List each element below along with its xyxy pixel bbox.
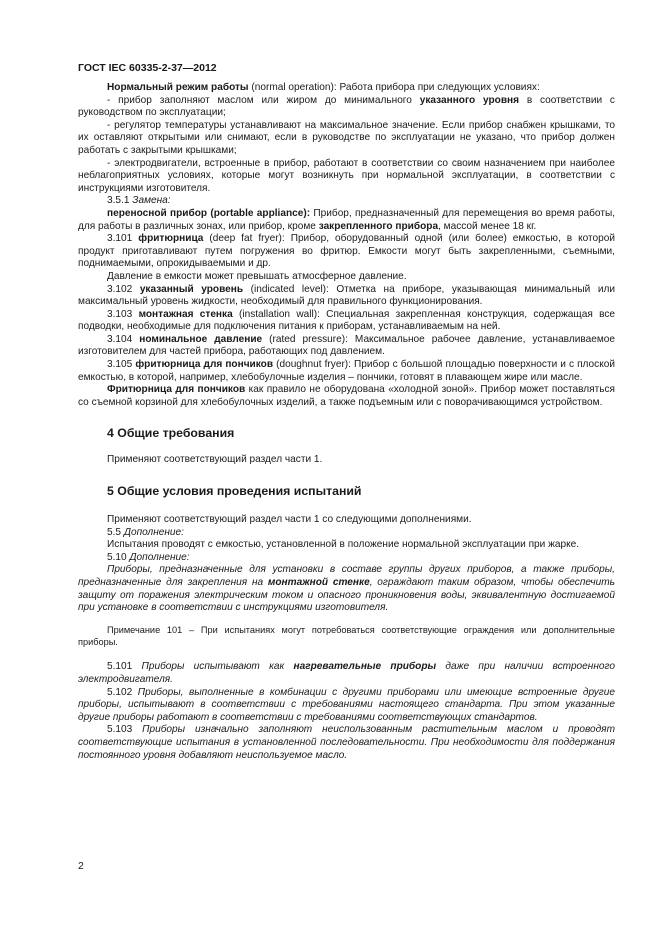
clause-3-101-note: Давление в емкости может превышать атмосферное давление. <box>107 270 407 282</box>
document-header: ГОСТ IEC 60335-2-37—2012 <box>78 62 217 74</box>
clause-3-105-note: Фритюрница для пончиков как правило не оборудована «холодной зоной». Прибор может поставляться со съемной корзиной для хлебобулочных изделий, а также подъемным или с поворачивающимся устройством. <box>78 384 615 408</box>
section-4-text: Применяют соответствующий раздел части 1. <box>107 454 323 466</box>
clause-3-104: 3.104 номинальное давление (rated pressure): Максимальное рабочее давление, устанавливаемое изготовителем для частей прибора, работающих под давлением. <box>78 333 615 358</box>
clause-5-5: 5.5 Дополнение: <box>107 526 184 538</box>
condition-item: - прибор заполняют маслом или жиром до минимального указанного уровня в соответствии с руководством по эксплуатации; <box>78 94 615 119</box>
section-4-heading: 4 Общие требования <box>107 426 235 441</box>
condition-item: - регулятор температуры устанавливают на максимальное значение. Если прибор снабжен крышками, то их оставляют открытыми или снимают, если в руководстве по эксплуатации не указано, что прибор должен работать с закрытыми крышками; <box>78 119 615 156</box>
definition-portable-appliance: переносной прибор (portable appliance): Прибор, предназначенный для перемещения во время работы, для работы в различных зонах, или прибор, кроме закрепленного прибора, массой менее 18 кг. <box>78 207 615 232</box>
definition-normal-operation: Нормальный режим работы (normal operation): Работа прибора при следующих условиях: <box>107 82 540 93</box>
clause-5-10: 5.10 Дополнение: <box>107 551 190 563</box>
clause-3-102: 3.102 указанный уровень (indicated level): Отметка на приборе, указывающая минимальный или максимальный уровень жидкости, необходимый для правильного функционирования. <box>78 283 615 308</box>
condition-item: - электродвигатели, встроенные в прибор, работают в соответствии со своим назначением при наиболее неблагоприятных условиях, которые могут возникнуть при нормальной эксплуатации, в соответствии с инструкциями изготовителя. <box>78 157 615 194</box>
clause-5-101: 5.101 Приборы испытывают как нагревательные приборы даже при наличии встроенного электродвигателя. <box>78 661 615 685</box>
section-5-heading: 5 Общие условия проведения испытаний <box>107 484 362 499</box>
page-number: 2 <box>78 860 84 872</box>
term: Нормальный режим работы <box>107 82 249 93</box>
note-101: Примечание 101 – При испытаниях могут потребоваться соответствующие ограждения или дополнительные приборы. <box>78 624 615 647</box>
clause-5-102: 5.102 Приборы, выполненные в комбинации с другими приборами или имеющие встроенные другие приборы, испытывают в соответствии с требованиями настоящего стандарта. При этом указанные другие приборы работают в соответствии с требованиями соответствующих стандартов. <box>78 686 615 723</box>
document-body <box>78 82 615 762</box>
clause-3-103: 3.103 монтажная стенка (installation wall): Специальная закрепленная конструкция, содержащая все подводки, необходимые для подключения питания к приборам, устанавливаемым на ней. <box>78 308 615 333</box>
clause-5-103: 5.103 Приборы изначально заполняют неиспользованным растительным маслом и проводят соответствующие испытания в установленной последовательности. При необходимости для поддержания постоянного уровня добавляют неиспользуемое масло. <box>78 724 615 761</box>
section-5-intro: Применяют соответствующий раздел части 1 со следующими дополнениями. <box>107 514 472 526</box>
clause-5-10-text: Приборы, предназначенные для установки в составе группы других приборов, а также приборы, предназначенные для закрепления на монтажной стенке, ограждают таким образом, чтобы обеспечить защиту от поражения электрическим током и опасного проникновения воды, эквивалентную достигаемой при установке в соответствии с инструкциями изготовителя. <box>78 564 615 614</box>
clause-5-5-text: Испытания проводят с емкостью, установленной в положение нормальной эксплуатации при жарке. <box>107 539 580 551</box>
clause-3-105: 3.105 фритюрница для пончиков (doughnut fryer): Прибор с большой площадью поверхности и с плоской емкостью, в которой, например, хлебобулочные изделия – пончики, готовят в плавающем жире или масле. <box>78 359 615 383</box>
clause-3-101: 3.101 фритюрница (deep fat fryer): Прибор, оборудованный одной (или более) емкостью, в которой продукт приготавливают путем погружения во фритюр. Емкости могут быть закрепленными, съемными, поднимаемыми, опрокидываемыми и др. <box>78 233 615 270</box>
clause-3-5-1: 3.5.1 Замена: <box>107 195 171 207</box>
